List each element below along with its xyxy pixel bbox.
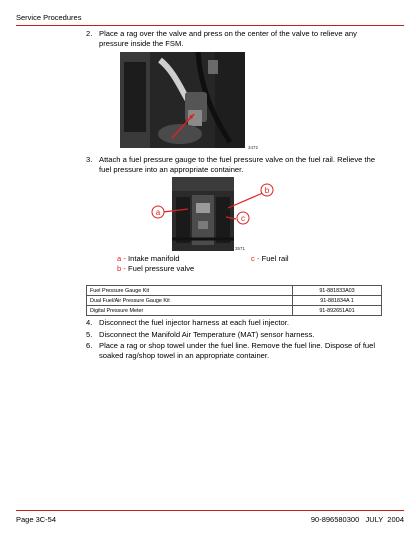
step-number: 6.: [86, 341, 93, 350]
part-number: 91-892651A01: [293, 306, 382, 316]
step-number: 2.: [86, 29, 93, 38]
callout-b: b: [264, 186, 270, 195]
photo-fsm-valve: [120, 52, 245, 148]
step-text: Disconnect the Manifold Air Temperature (MAT) sensor harness.: [99, 330, 315, 339]
page-number: Page 3C-54: [16, 515, 57, 524]
legend-text: Intake manifold: [128, 254, 180, 263]
footer-rule: [16, 510, 404, 511]
step-number: 5.: [86, 330, 93, 339]
figure-id: 3472: [248, 145, 259, 150]
legend-letter: b -: [117, 264, 126, 273]
step-text: Disconnect the fuel injector harness at each fuel injector.: [99, 318, 289, 327]
legend-letter: c -: [251, 254, 260, 263]
tool-table: [86, 285, 382, 316]
tool-name: Digital Pressure Meter: [87, 306, 293, 316]
tool-name: Dual Fuel/Air Pressure Gauge Kit: [87, 296, 293, 306]
table-row: [87, 286, 382, 296]
section-header: Service Procedures: [16, 13, 82, 22]
figure-id: 3571: [235, 246, 246, 251]
legend-item-a: [117, 254, 180, 264]
legend-item-b: [117, 264, 194, 274]
part-number: 91-881834A 1: [293, 296, 382, 306]
part-number: 91-881833A03: [293, 286, 382, 296]
callout-c: c: [241, 214, 245, 223]
header-rule: [16, 25, 404, 26]
step-text: Place a rag or shop towel under the fuel line. Remove the fuel line. Dispose of fuel soaked rag/shop towel in an appropriate container.: [99, 341, 376, 360]
step-number: 4.: [86, 318, 93, 327]
callout-overlay: [150, 177, 280, 257]
photo-fsm-valve-image: [120, 52, 245, 148]
legend-text: Fuel rail: [261, 254, 289, 263]
legend-text: Fuel pressure valve: [128, 264, 195, 273]
legend-letter: a -: [117, 254, 126, 263]
legend-item-c: [251, 254, 289, 264]
document-number: 90-896580300 JULY 2004: [310, 515, 404, 524]
step-text: Attach a fuel pressure gauge to the fuel pressure valve on the fuel rail. Relieve the fuel pressure into an appropriate container.: [99, 155, 376, 174]
step-number: 3.: [86, 155, 93, 164]
callout-a: a: [155, 208, 161, 217]
tool-name: Fuel Pressure Gauge Kit: [87, 286, 293, 296]
table-row: [87, 306, 382, 316]
table-row: [87, 296, 382, 306]
step-text: Place a rag over the valve and press on the center of the valve to relieve any pressure inside the FSM.: [99, 29, 357, 48]
